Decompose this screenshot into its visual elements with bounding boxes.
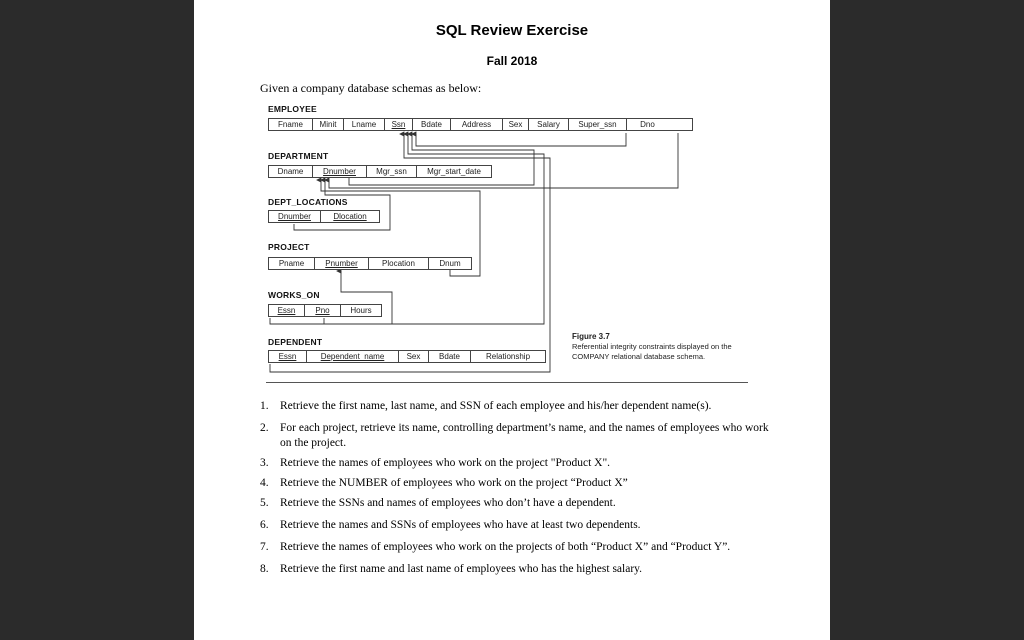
project-col-dnum: Dnum xyxy=(439,259,461,268)
works-on-col-pno: Pno xyxy=(305,305,341,316)
page-title: SQL Review Exercise xyxy=(435,22,589,39)
dependent-table-row xyxy=(268,350,546,363)
dependent-col-sex: Sex xyxy=(399,351,429,362)
dept-locations-table-name: DEPT_LOCATIONS xyxy=(268,197,348,207)
dept-locations-col-dnumber: Dnumber xyxy=(269,211,321,222)
question-item: 5. Retrieve the SSNs and names of employees who don’t have a dependent. xyxy=(260,497,616,509)
project-col-pname: Pname xyxy=(269,258,315,269)
question-item: 1. Retrieve the first name, last name, and SSN of each employee and his/her dependent name(s). xyxy=(260,400,712,412)
works-on-table-name: WORKS_ON xyxy=(268,290,320,300)
link-super-ssn-to-ssn xyxy=(416,133,626,146)
works-on-col-essn: Essn xyxy=(269,305,305,316)
employee-col-dno: Dno xyxy=(640,120,655,129)
employee-col-super-ssn: Super_ssn xyxy=(569,119,627,130)
project-table-name: PROJECT xyxy=(268,242,310,252)
department-table-name: DEPARTMENT xyxy=(268,151,329,161)
dept-locations-table-row xyxy=(268,210,380,223)
document-page xyxy=(194,0,830,640)
dependent-col-bdate: Bdate xyxy=(429,351,471,362)
page-subtitle: Fall 2018 xyxy=(486,54,538,68)
employee-table-row xyxy=(268,118,693,131)
dependent-table-name: DEPENDENT xyxy=(268,337,323,347)
project-col-pnumber: Pnumber xyxy=(315,258,369,269)
divider xyxy=(266,382,748,383)
project-table-row xyxy=(268,257,472,270)
project-col-plocation: Plocation xyxy=(369,258,429,269)
employee-col-minit: Minit xyxy=(313,119,344,130)
department-col-dnumber: Dnumber xyxy=(313,166,367,177)
employee-table-name: EMPLOYEE xyxy=(268,104,317,114)
department-col-dname: Dname xyxy=(269,166,313,177)
dependent-col-essn: Essn xyxy=(269,351,307,362)
question-item: 2. For each project, retrieve its name, controlling department’s name, and the names of employees who work on the project. xyxy=(260,422,769,449)
question-item: 7. Retrieve the names of employees who work on the projects of both “Product X” and “Product Y”. xyxy=(260,541,731,553)
dependent-col-dependent-name: Dependent_name xyxy=(307,351,399,362)
employee-col-address: Address xyxy=(451,119,503,130)
dept-locations-col-dlocation: Dlocation xyxy=(333,212,367,221)
dependent-col-relationship: Relationship xyxy=(485,352,531,361)
figure-label: Figure 3.7 xyxy=(572,332,610,341)
employee-col-sex: Sex xyxy=(503,119,529,130)
question-list xyxy=(260,399,770,577)
question-item: 8. Retrieve the first name and last name of employees who has the highest salary. xyxy=(260,563,643,575)
figure-caption xyxy=(572,332,762,362)
employee-col-lname: Lname xyxy=(344,119,385,130)
department-col-mgr-ssn: Mgr_ssn xyxy=(367,166,417,177)
figure-caption-text: Referential integrity constraints displayed on the COMPANY relational database schema. xyxy=(572,342,732,361)
employee-col-salary: Salary xyxy=(529,119,569,130)
employee-col-bdate: Bdate xyxy=(413,119,451,130)
question-item: 4. Retrieve the NUMBER of employees who work on the project “Product X” xyxy=(260,477,628,489)
department-table-row xyxy=(268,165,492,178)
question-item: 3. Retrieve the names of employees who work on the project "Product X". xyxy=(260,457,611,469)
works-on-col-hours: Hours xyxy=(350,306,372,315)
employee-col-ssn: Ssn xyxy=(385,119,413,130)
employee-col-fname: Fname xyxy=(269,119,313,130)
link-dno-to-dnumber xyxy=(329,133,678,188)
works-on-table-row xyxy=(268,304,382,317)
intro-text: Given a company database schemas as below: xyxy=(260,81,482,95)
department-col-mgr-start-date: Mgr_start_date xyxy=(427,167,481,176)
question-item: 6. Retrieve the names and SSNs of employees who have at least two dependents. xyxy=(260,519,641,531)
